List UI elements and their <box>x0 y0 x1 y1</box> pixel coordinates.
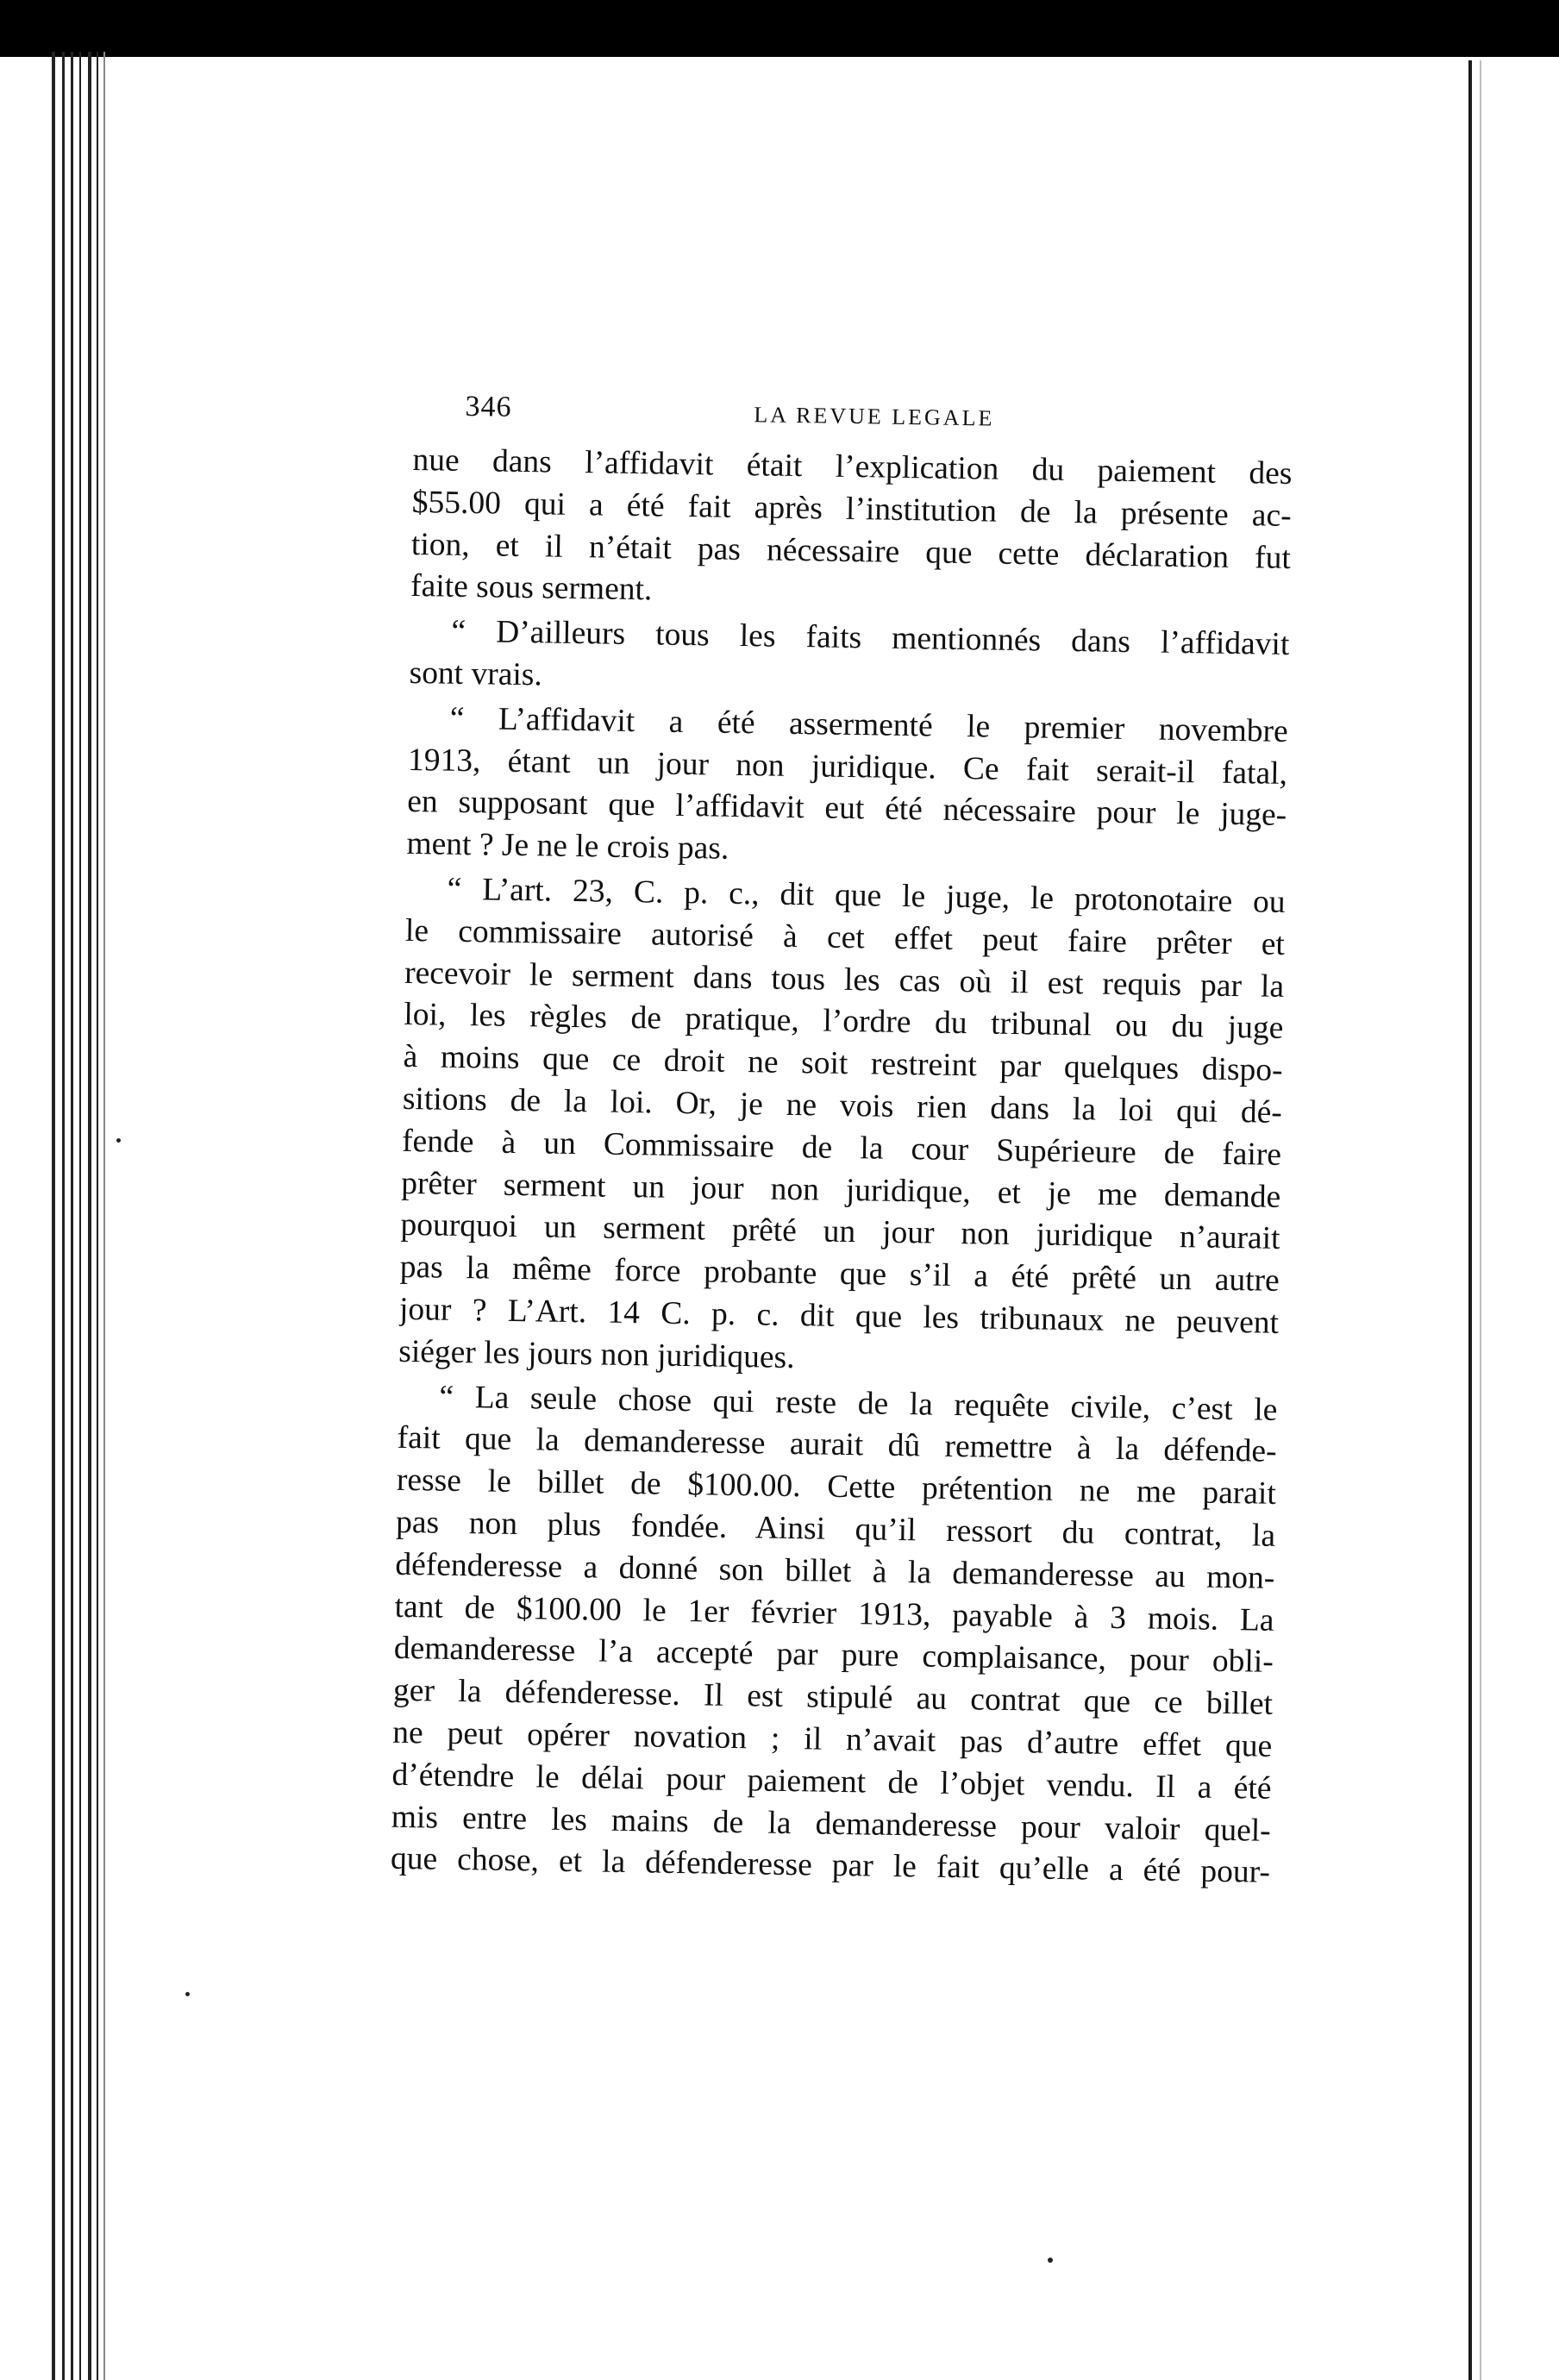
text-line: loi, les règles de pratique, l’ordre du tribunal ou du juge <box>404 997 1284 1047</box>
text-line: ment ? Je ne le crois pas. <box>406 826 729 867</box>
paragraph <box>391 1375 1278 1895</box>
text-line: sont vrais. <box>409 654 543 693</box>
text-line: pourquoi un serment prêté un jour non juridique n’aurait <box>400 1207 1280 1257</box>
scan-speck <box>185 1992 190 1996</box>
paragraph <box>398 868 1286 1387</box>
text-line: “ D’ailleurs tous les faits mentionnés dans l’affidavit <box>451 613 1290 663</box>
paragraph <box>406 698 1288 880</box>
text-line: demanderesse l’a accepté par pure complaisance, pour obli- <box>393 1631 1274 1681</box>
text-line: recevoir le serment dans tous les cas où il est requis par la <box>404 955 1285 1005</box>
text-line: siéger les jours non juridiques. <box>398 1333 795 1375</box>
text-line: en supposant que l’affidavit eut été nécessaire pour le juge- <box>406 784 1287 834</box>
scan-top-border <box>0 0 1559 57</box>
text-line: le commissaire autorisé à cet effet peut faire prêter et <box>404 912 1286 962</box>
page-number: 346 <box>465 390 512 423</box>
text-line: tion, et il n’était pas nécessaire que cette déclaration fut <box>410 526 1292 576</box>
text-line: tant de $100.00 le 1er février 1913, payable à 3 mois. La <box>394 1588 1274 1638</box>
text-line: $55.00 qui a été fait après l’institution de la présente ac- <box>411 484 1292 534</box>
text-line: nue dans l’affidavit était l’explication du paiement des <box>412 442 1293 492</box>
text-line: défenderesse a donné son billet à la demanderesse au mon- <box>395 1546 1275 1596</box>
text-line: sitions de la loi. Or, je ne vois rien dans la loi qui dé- <box>402 1080 1283 1130</box>
text-line: pas la même force probante que s’il a été prêté un autre <box>399 1250 1280 1300</box>
scan-speck <box>1048 2258 1053 2263</box>
text-line: mis entre les mains de la demanderesse pour valoir quel- <box>391 1799 1272 1849</box>
page-right-edge <box>1468 60 1472 2380</box>
text-line: resse le billet de $100.00. Cette prétention ne me parait <box>396 1462 1277 1512</box>
text-line: prêter serment un jour non juridique, et je me demande <box>401 1165 1281 1215</box>
text-line: ne peut opérer novation ; il n’avait pas d’autre effet que <box>392 1714 1273 1764</box>
paragraph <box>409 611 1289 709</box>
text-line: pas non plus fondée. Ainsi qu’il ressort du contrat, la <box>395 1504 1276 1554</box>
text-line: faite sous serment. <box>410 568 653 608</box>
text-line: 1913, étant un jour non juridique. Ce fait serait-il fatal, <box>407 742 1288 792</box>
text-line: d’étendre le délai pour paiement de l’objet vendu. Il a été <box>391 1757 1272 1807</box>
text-line: à moins que ce droit ne soit restreint par quelques dispo- <box>403 1039 1283 1089</box>
book-gutter-edge <box>52 52 138 2380</box>
paragraph <box>410 440 1293 622</box>
scan-speck <box>116 1138 121 1143</box>
running-head: LA REVUE LEGALE <box>754 402 995 431</box>
text-line: “ L’affidavit a été assermenté le premier novembre <box>449 700 1289 749</box>
text-line: “ La seule chose qui reste de la requête civile, c’est le <box>439 1379 1278 1428</box>
body-text <box>391 440 1293 1895</box>
text-line: fait que la demanderesse aurait dû remettre à la défende- <box>397 1420 1277 1470</box>
text-line: ger la défenderesse. Il est stipulé au contrat que ce billet <box>392 1672 1274 1722</box>
page-right-edge-shadow <box>1480 60 1481 2380</box>
text-line: fende à un Commissaire de la cour Supérieure de faire <box>401 1123 1282 1173</box>
book-page <box>391 379 1293 1897</box>
text-line: “ L’art. 23, C. p. c., dit que le juge, le protonotaire ou <box>447 871 1286 920</box>
text-line: que chose, et la défenderesse par le fait qu’elle a été pour- <box>390 1841 1271 1891</box>
text-line: jour ? L’Art. 14 C. p. c. dit que les tribunaux ne peuvent <box>398 1291 1280 1341</box>
